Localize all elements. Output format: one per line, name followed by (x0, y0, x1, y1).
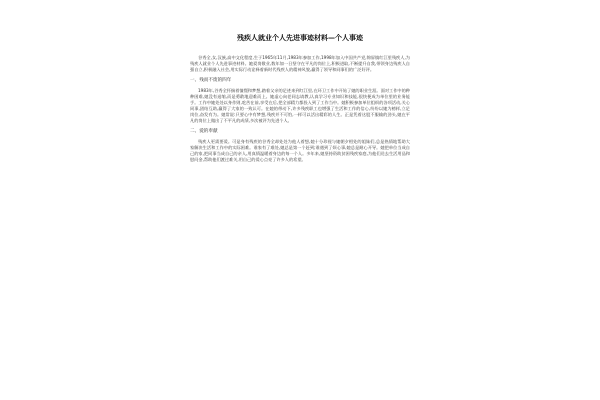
intro-paragraph: 谷秀全,女,汉族,高中文化程度,生于1965年11月,1983年参加工作,1998年加入中国共产党,锦屏镇红江里残疾人,为残疾人就业个人先进事迹材料。她爱岗敬业,数年如一日坚守在平凡的岗位上,积极进取,不断提升自我,带领身边残疾人自强自立,积极融入社会,用实际行动诠释着新时代残疾人的精神风貌,赢得了领导和同事们的广泛好评。 (190, 55, 410, 72)
section-2-paragraph: 残疾人更需要爱。可是身有残疾的谷秀全却处处为他人着想,她十分珍视与她朝夕相处的姐妹们,总是热情地帮助大家解决生活和工作中的实际困难。谁家有了难处,她总是第一个赶到;谁遇到了烦心事,她总是耐心开导。她把单位当成自己的家,把同事当成自己的亲人,用真情温暖着身边的每一个人。多年来,她坚持资助贫困残疾家庭,为他们送去生活用品和慰问金,帮助他们渡过难关,用自己的爱心点亮了许多人的希望。 (190, 139, 410, 162)
document-page (190, 28, 410, 400)
section-heading-1: 一、残而不废的四年 (190, 78, 232, 83)
section-heading-2: 二、爱的奉献 (190, 129, 218, 134)
document-title: 残疾人就业个人先进事迹材料—个人事迹 (237, 34, 363, 42)
section-1-paragraph: 1983年,谷秀全怀揣着憧憬和梦想,踏着父亲的足迹来到红江里,在环卫工作中开始了她的职业生涯。面对工作中的种种困难,她没有退缩,而是勇敢地迎难而上。她虚心向老同志请教,认真学习专业知识和技能,很快便成为单位里的业务能手。工作中她处处以身作则,吃苦在前,享受在后,把全部精力都投入到了工作当中。她积极参加单位组织的各项活动,关心同事,团结互助,赢得了大家的一致认可。在她的带动下,许多残疾职工也增强了生活和工作的信心,纷纷以她为榜样,立足岗位,奋发有为。她常说:只要心中有梦想,残疾并不可怕,一样可以活出精彩的人生。正是凭着这股不服输的劲头,她在平凡的岗位上做出了不平凡的成绩,多次被评为先进个人。 (190, 88, 410, 123)
